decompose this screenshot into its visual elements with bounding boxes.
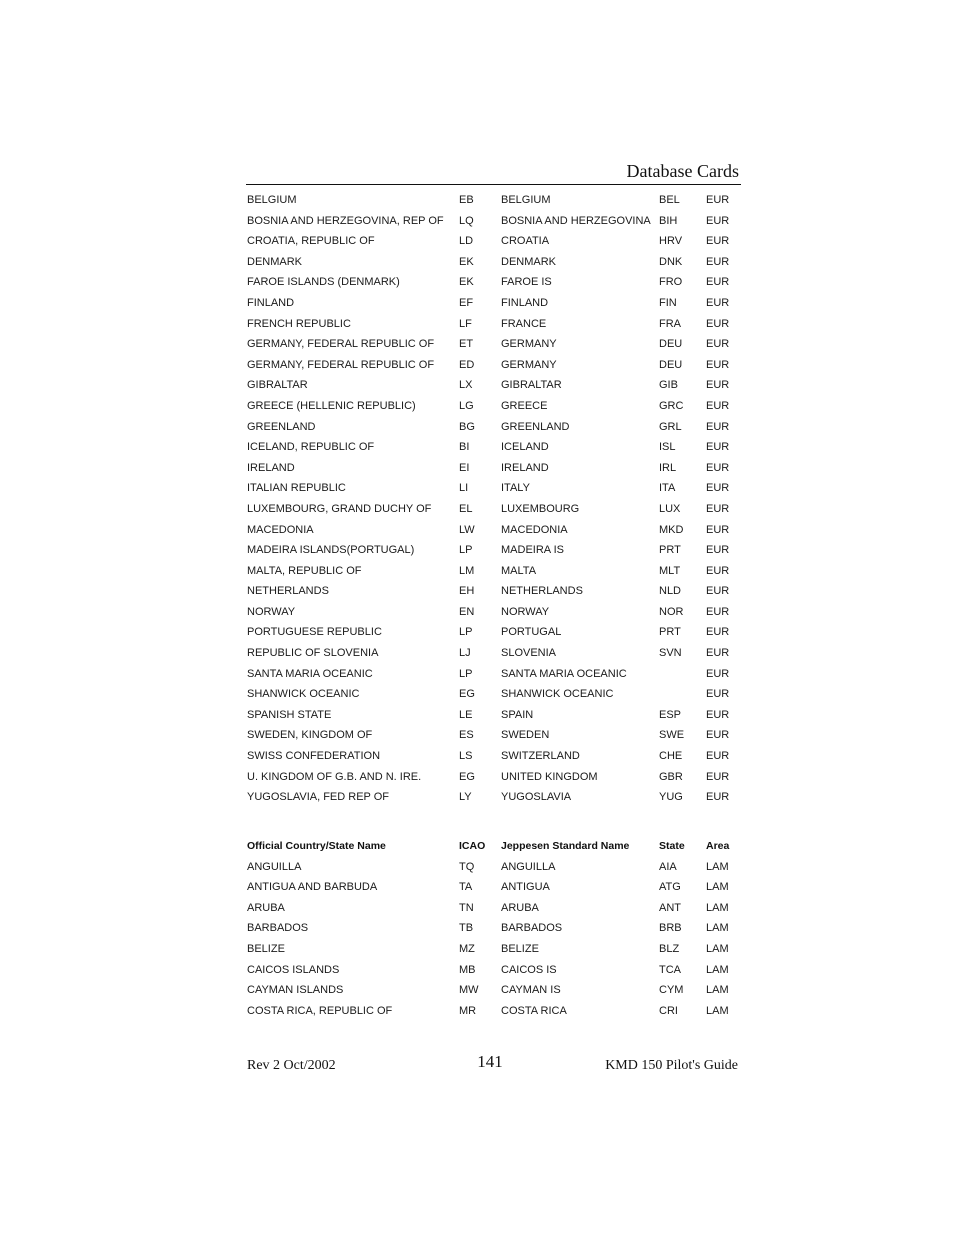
cell-area-code: EUR — [706, 317, 730, 330]
cell-area-code: EUR — [706, 255, 730, 268]
cell-area-code: EUR — [706, 461, 730, 474]
cell-state-code: PRT — [659, 626, 681, 639]
table-row — [246, 375, 741, 396]
table-row — [246, 499, 741, 520]
cell-jeppesen-name: GERMANY — [501, 358, 557, 371]
country-table-latin-america — [246, 836, 741, 1021]
cell-icao-code: EF — [459, 296, 474, 309]
cell-state-code: ATG — [659, 881, 681, 894]
cell-official-name: YUGOSLAVIA, FED REP OF — [247, 791, 390, 804]
cell-jeppesen-name: FAROE IS — [501, 276, 552, 289]
cell-official-name: GREECE (HELLENIC REPUBLIC) — [247, 399, 416, 412]
table-row — [246, 520, 741, 541]
cell-area-code: EUR — [706, 441, 730, 454]
table-row — [246, 190, 741, 211]
cell-area-code: EUR — [706, 770, 730, 783]
cell-icao-code: LS — [459, 750, 473, 763]
table-row — [246, 211, 741, 232]
footer-guide-title: KMD 150 Pilot's Guide — [605, 1058, 738, 1073]
cell-icao-code: ET — [459, 338, 474, 351]
cell-official-name: GERMANY, FEDERAL REPUBLIC OF — [247, 338, 435, 351]
cell-official-name: GERMANY, FEDERAL REPUBLIC OF — [247, 358, 435, 371]
col-header-area: Area — [706, 840, 730, 852]
cell-state-code: PRT — [659, 544, 681, 557]
cell-icao-code: BI — [459, 441, 470, 454]
cell-official-name: CAYMAN ISLANDS — [247, 984, 344, 997]
cell-official-name: FRENCH REPUBLIC — [247, 317, 351, 330]
cell-jeppesen-name: SANTA MARIA OCEANIC — [501, 667, 627, 680]
cell-state-code: CRI — [659, 1004, 678, 1017]
cell-area-code: EUR — [706, 750, 730, 763]
table-row — [246, 602, 741, 623]
cell-jeppesen-name: FINLAND — [501, 296, 549, 309]
cell-state-code: AIA — [659, 860, 677, 873]
cell-icao-code: TN — [459, 901, 474, 914]
table-row — [246, 705, 741, 726]
cell-icao-code: BG — [459, 420, 475, 433]
cell-icao-code: ES — [459, 729, 474, 742]
table-row — [246, 396, 741, 417]
cell-state-code: HRV — [659, 235, 683, 248]
cell-area-code: LAM — [706, 860, 729, 873]
cell-jeppesen-name: GIBRALTAR — [501, 379, 562, 392]
cell-area-code: EUR — [706, 585, 730, 598]
cell-official-name: BOSNIA AND HERZEGOVINA, REP OF — [247, 214, 444, 227]
col-header-official-name: Official Country/State Name — [247, 840, 386, 852]
cell-state-code: DEU — [659, 338, 683, 351]
cell-area-code: EUR — [706, 523, 730, 536]
cell-icao-code: TB — [459, 922, 474, 935]
cell-jeppesen-name: ARUBA — [501, 901, 539, 914]
cell-state-code: FRO — [659, 276, 683, 289]
table-row — [246, 314, 741, 335]
cell-official-name: BELIZE — [247, 942, 285, 955]
cell-jeppesen-name: NETHERLANDS — [501, 585, 583, 598]
cell-state-code: GBR — [659, 770, 683, 783]
country-table-europe — [246, 190, 741, 808]
cell-icao-code: EI — [459, 461, 470, 474]
cell-jeppesen-name: CAICOS IS — [501, 963, 557, 976]
cell-icao-code: LJ — [459, 647, 471, 660]
cell-jeppesen-name: ANGUILLA — [501, 860, 556, 873]
table-row — [246, 437, 741, 458]
cell-jeppesen-name: ITALY — [501, 482, 530, 495]
cell-jeppesen-name: YUGOSLAVIA — [501, 791, 572, 804]
table-row — [246, 272, 741, 293]
table-row — [246, 918, 741, 939]
cell-official-name: SWISS CONFEDERATION — [247, 750, 381, 763]
cell-jeppesen-name: ICELAND — [501, 441, 549, 454]
cell-icao-code: LP — [459, 626, 473, 639]
cell-icao-code: MB — [459, 963, 476, 976]
cell-icao-code: MZ — [459, 942, 475, 955]
table-row — [246, 252, 741, 273]
cell-official-name: ANTIGUA AND BARBUDA — [247, 881, 378, 894]
cell-official-name: SANTA MARIA OCEANIC — [247, 667, 373, 680]
cell-state-code: NLD — [659, 585, 682, 598]
cell-state-code: DNK — [659, 255, 683, 268]
cell-area-code: EUR — [706, 276, 730, 289]
cell-jeppesen-name: FRANCE — [501, 317, 547, 330]
cell-area-code: EUR — [706, 194, 730, 206]
cell-icao-code: LW — [459, 523, 475, 536]
table-row — [246, 355, 741, 376]
cell-jeppesen-name: PORTUGAL — [501, 626, 562, 639]
table-row — [246, 684, 741, 705]
cell-icao-code: EL — [459, 502, 473, 515]
cell-jeppesen-name: CAYMAN IS — [501, 984, 561, 997]
cell-state-code — [658, 684, 705, 705]
cell-official-name: ARUBA — [247, 901, 285, 914]
cell-jeppesen-name: IRELAND — [501, 461, 549, 474]
cell-state-code: SWE — [659, 729, 685, 742]
table-row — [246, 231, 741, 252]
cell-icao-code: LG — [459, 399, 474, 412]
cell-area-code: LAM — [706, 963, 729, 976]
cell-jeppesen-name: BELIZE — [501, 942, 539, 955]
cell-area-code: EUR — [706, 214, 730, 227]
cell-official-name: GREENLAND — [247, 420, 316, 433]
cell-icao-code: EB — [459, 194, 474, 206]
table-row — [246, 746, 741, 767]
cell-official-name: ITALIAN REPUBLIC — [247, 482, 346, 495]
table-row — [246, 898, 741, 919]
cell-area-code: LAM — [706, 984, 729, 997]
cell-state-code: ISL — [659, 441, 676, 454]
cell-area-code: EUR — [706, 338, 730, 351]
cell-official-name: SWEDEN, KINGDOM OF — [247, 729, 373, 742]
cell-area-code: EUR — [706, 235, 730, 248]
cell-official-name: PORTUGUESE REPUBLIC — [247, 626, 382, 639]
cell-area-code: EUR — [706, 544, 730, 557]
cell-official-name: CAICOS ISLANDS — [247, 963, 340, 976]
cell-area-code: EUR — [706, 564, 730, 577]
cell-area-code: EUR — [706, 791, 730, 804]
cell-state-code: BLZ — [659, 942, 680, 955]
cell-state-code: GIB — [659, 379, 678, 392]
cell-jeppesen-name: SHANWICK OCEANIC — [501, 688, 614, 701]
cell-area-code: LAM — [706, 901, 729, 914]
table-row — [246, 980, 741, 1001]
cell-state-code: BRB — [659, 922, 682, 935]
cell-jeppesen-name: NORWAY — [501, 605, 550, 618]
cell-official-name: NETHERLANDS — [247, 585, 329, 598]
header-row — [246, 836, 741, 857]
cell-state-code: MLT — [659, 564, 681, 577]
cell-area-code: EUR — [706, 708, 730, 721]
table-row — [246, 581, 741, 602]
cell-official-name: FAROE ISLANDS (DENMARK) — [247, 276, 400, 289]
cell-icao-code: LP — [459, 667, 473, 680]
cell-jeppesen-name: COSTA RICA — [501, 1004, 567, 1017]
cell-official-name: NORWAY — [247, 605, 296, 618]
cell-icao-code: EG — [459, 688, 475, 701]
cell-jeppesen-name: UNITED KINGDOM — [501, 770, 598, 783]
cell-state-code: ANT — [659, 901, 681, 914]
cell-area-code: EUR — [706, 647, 730, 660]
table-row — [246, 877, 741, 898]
cell-icao-code: LY — [459, 791, 472, 804]
table-row — [246, 478, 741, 499]
cell-icao-code: ED — [459, 358, 475, 371]
cell-icao-code: LF — [459, 317, 472, 330]
table-row — [246, 664, 741, 685]
cell-area-code: EUR — [706, 729, 730, 742]
cell-icao-code: LX — [459, 379, 473, 392]
cell-icao-code: LQ — [459, 214, 474, 227]
cell-icao-code: LM — [459, 564, 475, 577]
cell-state-code: GRL — [659, 420, 682, 433]
cell-state-code: YUG — [659, 791, 683, 804]
cell-state-code: CYM — [659, 984, 684, 997]
cell-state-code: LUX — [659, 502, 681, 515]
cell-state-code — [658, 664, 705, 685]
cell-official-name: MADEIRA ISLANDS(PORTUGAL) — [247, 544, 415, 557]
cell-area-code: LAM — [706, 942, 729, 955]
cell-jeppesen-name: LUXEMBOURG — [501, 502, 580, 515]
table-row — [246, 622, 741, 643]
cell-official-name: FINLAND — [247, 296, 295, 309]
cell-jeppesen-name: MADEIRA IS — [501, 544, 564, 557]
cell-official-name: BARBADOS — [247, 922, 309, 935]
cell-area-code: EUR — [706, 502, 730, 515]
cell-official-name: MACEDONIA — [247, 523, 314, 536]
cell-state-code: ITA — [659, 482, 676, 495]
cell-area-code: EUR — [706, 482, 730, 495]
cell-jeppesen-name: MACEDONIA — [501, 523, 568, 536]
cell-official-name: U. KINGDOM OF G.B. AND N. IRE. — [247, 770, 422, 783]
cell-jeppesen-name: BARBADOS — [501, 922, 563, 935]
table-row — [246, 561, 741, 582]
cell-icao-code: EN — [459, 605, 475, 618]
cell-jeppesen-name: GREENLAND — [501, 420, 570, 433]
cell-official-name: CROATIA, REPUBLIC OF — [247, 235, 375, 248]
cell-icao-code: LP — [459, 544, 473, 557]
cell-area-code: LAM — [706, 1004, 729, 1017]
table-row — [246, 960, 741, 981]
cell-area-code: EUR — [706, 626, 730, 639]
cell-official-name: DENMARK — [247, 255, 303, 268]
cell-area-code: EUR — [706, 379, 730, 392]
cell-state-code: BIH — [659, 214, 678, 227]
cell-jeppesen-name: BOSNIA AND HERZEGOVINA — [501, 214, 651, 227]
cell-official-name: ICELAND, REPUBLIC OF — [247, 441, 375, 454]
cell-official-name: MALTA, REPUBLIC OF — [247, 564, 362, 577]
table-row — [246, 725, 741, 746]
cell-official-name: SPANISH STATE — [247, 708, 332, 721]
cell-state-code: NOR — [659, 605, 684, 618]
table-row — [246, 643, 741, 664]
table-row — [246, 939, 741, 960]
cell-icao-code: TQ — [459, 860, 475, 873]
cell-jeppesen-name: GREECE — [501, 399, 548, 412]
cell-jeppesen-name: BELGIUM — [501, 194, 551, 206]
cell-official-name: GIBRALTAR — [247, 379, 308, 392]
page-number: 141 — [477, 1052, 503, 1071]
cell-jeppesen-name: CROATIA — [501, 235, 550, 248]
cell-area-code: EUR — [706, 688, 730, 701]
cell-official-name: ANGUILLA — [247, 860, 302, 873]
cell-state-code: FIN — [659, 296, 677, 309]
table-row — [246, 767, 741, 788]
table-row — [246, 1001, 741, 1022]
cell-state-code: DEU — [659, 358, 683, 371]
cell-area-code: EUR — [706, 667, 730, 680]
cell-state-code: FRA — [659, 317, 681, 330]
cell-icao-code: MW — [459, 984, 479, 997]
cell-official-name: COSTA RICA, REPUBLIC OF — [247, 1004, 393, 1017]
cell-area-code: EUR — [706, 358, 730, 371]
cell-jeppesen-name: ANTIGUA — [501, 881, 550, 894]
cell-icao-code: LE — [459, 708, 473, 721]
cell-official-name: BELGIUM — [247, 194, 297, 206]
cell-area-code: LAM — [706, 881, 729, 894]
footer-revision: Rev 2 Oct/2002 — [247, 1058, 336, 1073]
table-row — [246, 417, 741, 438]
cell-icao-code: EK — [459, 276, 474, 289]
cell-state-code: SVN — [659, 647, 682, 660]
cell-icao-code: LI — [459, 482, 469, 495]
table-body — [246, 857, 741, 1022]
cell-state-code: BEL — [659, 194, 680, 206]
cell-state-code: CHE — [659, 750, 683, 763]
cell-icao-code: EK — [459, 255, 474, 268]
cell-icao-code: EH — [459, 585, 475, 598]
table-header — [246, 836, 741, 857]
cell-jeppesen-name: SLOVENIA — [501, 647, 557, 660]
col-header-state: State — [659, 840, 685, 852]
cell-icao-code: LD — [459, 235, 474, 248]
cell-area-code: EUR — [706, 605, 730, 618]
cell-area-code: EUR — [706, 296, 730, 309]
table-row — [246, 293, 741, 314]
table-body — [246, 190, 741, 808]
table-row — [246, 857, 741, 878]
cell-jeppesen-name: SWITZERLAND — [501, 750, 580, 763]
cell-official-name: IRELAND — [247, 461, 295, 474]
cell-official-name: SHANWICK OCEANIC — [247, 688, 360, 701]
cell-area-code: EUR — [706, 399, 730, 412]
header-rule — [246, 184, 741, 185]
cell-state-code: MKD — [659, 523, 684, 536]
cell-jeppesen-name: SPAIN — [501, 708, 534, 721]
cell-area-code: EUR — [706, 420, 730, 433]
cell-jeppesen-name: SWEDEN — [501, 729, 550, 742]
cell-jeppesen-name: MALTA — [501, 564, 537, 577]
cell-icao-code: TA — [459, 881, 473, 894]
page-title: Database Cards — [626, 161, 739, 181]
cell-icao-code: MR — [459, 1004, 477, 1017]
cell-state-code: GRC — [659, 399, 684, 412]
cell-state-code: TCA — [659, 963, 681, 976]
cell-state-code: IRL — [659, 461, 677, 474]
cell-official-name: LUXEMBOURG, GRAND DUCHY OF — [247, 502, 432, 515]
col-header-icao: ICAO — [459, 840, 486, 852]
table-row — [246, 787, 741, 808]
cell-area-code: LAM — [706, 922, 729, 935]
table-row — [246, 458, 741, 479]
col-header-jeppesen-name: Jeppesen Standard Name — [501, 840, 630, 852]
table-row — [246, 334, 741, 355]
cell-icao-code: EG — [459, 770, 475, 783]
table-row — [246, 540, 741, 561]
cell-jeppesen-name: GERMANY — [501, 338, 557, 351]
cell-official-name: REPUBLIC OF SLOVENIA — [247, 647, 379, 660]
cell-jeppesen-name: DENMARK — [501, 255, 557, 268]
cell-state-code: ESP — [659, 708, 682, 721]
